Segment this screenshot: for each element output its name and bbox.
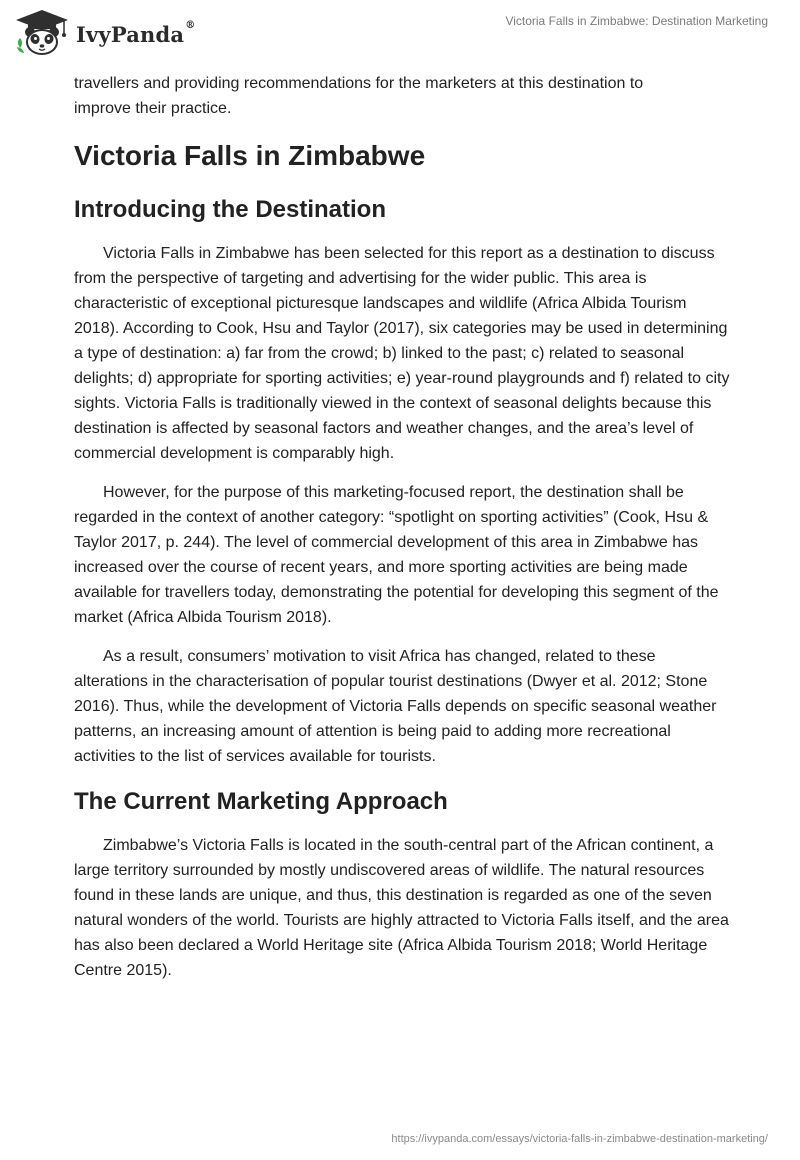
- panda-graduate-icon: [14, 8, 70, 56]
- document-title: Victoria Falls in Zimbabwe: Destination Marketing: [505, 14, 768, 28]
- article-body: [74, 71, 730, 983]
- ivypanda-logo[interactable]: [14, 8, 195, 56]
- source-url[interactable]: https://ivypanda.com/essays/victoria-falls-in-zimbabwe-destination-marketing/: [391, 1133, 768, 1145]
- brand-name: IvyPanda®: [76, 19, 196, 47]
- section-heading-marketing: The Current Marketing Approach: [74, 788, 448, 815]
- paragraph: However, for the purpose of this marketing-focused report, the destination shall be regarded in the context of another category: “spotlight on sporting activities” (Cook, Hsu & Taylor 2017, p. 244). The level of commercial development of this area in Zimbabwe has increased over the course of recent years, and more sporting activities are being made available for travellers today, demonstrating the potential for developing this segment of the market (Africa Albida Tourism 2018).: [74, 484, 719, 626]
- intro-fragment: travellers and providing recommendations for the marketers at this destination to improve their practice.: [74, 75, 644, 117]
- page-title: Victoria Falls in Zimbabwe: [74, 140, 426, 171]
- section-heading-introducing: Introducing the Destination: [74, 196, 386, 223]
- paragraph: As a result, consumers’ motivation to visit Africa has changed, related to these alterations in the characterisation of popular tourist destinations (Dwyer et al. 2012; Stone 2016). Thus, while the development of Victoria Falls depends on specific seasonal weather patterns, an increasing amount of attention is being paid to adding more recreational activities to the list of services available for tourists.: [74, 648, 717, 765]
- paragraph: Victoria Falls in Zimbabwe has been selected for this report as a destination to discuss from the perspective of targeting and advertising for the wider public. This area is characteristic of exceptional picturesque landscapes and wildlife (Africa Albida Tourism 2018). According to Cook, Hsu and Taylor (2017), six categories may be used in determining a type of destination: a) far from the crowd; b) linked to the past; c) related to seasonal delights; d) appropriate for sporting activities; e) year-round playgrounds and f) related to city sights. Victoria Falls is traditionally viewed in the context of seasonal delights because this destination is affected by seasonal factors and weather changes, and the area’s level of commercial development is comparably high.: [74, 245, 730, 462]
- paragraph: Zimbabwe’s Victoria Falls is located in the south-central part of the African continent, a large territory surrounded by mostly undiscovered areas of wildlife. The natural resources found in these lands are unique, and thus, this destination is regarded as one of the seven natural wonders of the world. Tourists are highly attracted to Victoria Falls itself, and the area has also been declared a World Heritage site (Africa Albida Tourism 2018; World Heritage Centre 2015).: [74, 837, 729, 979]
- page-header: [0, 0, 800, 70]
